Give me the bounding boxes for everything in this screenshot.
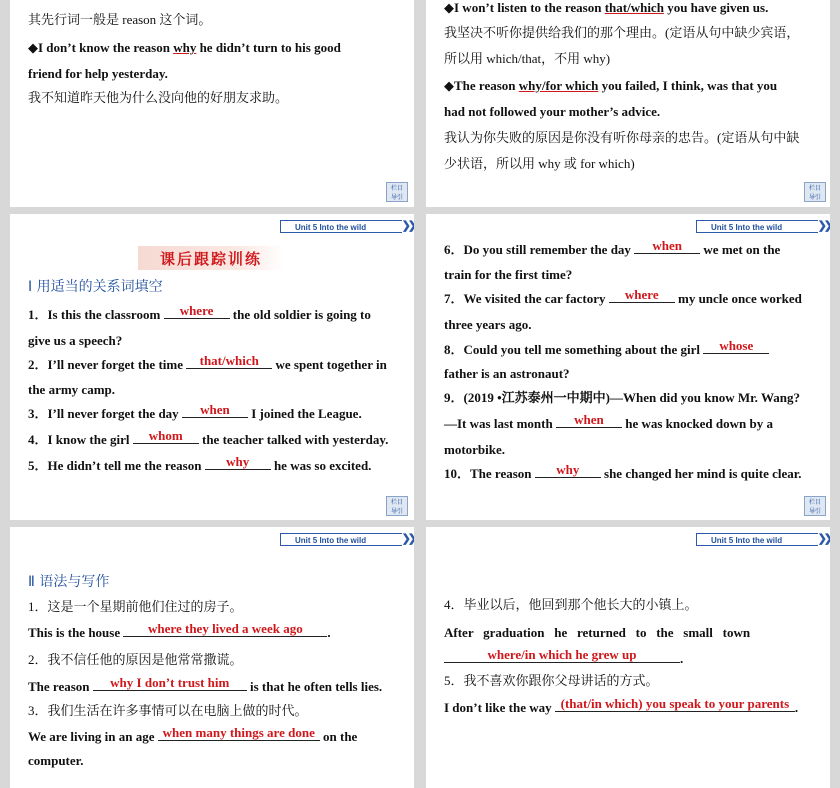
answer-blank: whom — [133, 429, 199, 444]
question-5: 5．He didn’t tell me the reason why he was so excited. — [28, 454, 372, 473]
answer-blank: when many things are done — [158, 726, 320, 741]
nav-guide-button[interactable]: 栏目 导引 — [804, 182, 826, 202]
unit-tag: Unit 5 Into the wild ❯❯ — [280, 533, 402, 546]
s2-line-1: ◆I won’t listen to the reason that/which you have given us. — [444, 0, 769, 15]
slide-2 — [426, 0, 830, 207]
question-4: 4．I know the girl whom the teacher talked with yesterday. — [28, 428, 389, 447]
question-2-cont: the army camp. — [28, 382, 116, 397]
answer-blank: when — [556, 413, 622, 428]
answer-blank: whose — [703, 339, 769, 354]
unit-tag: Unit 5 Into the wild ❯❯ — [280, 220, 402, 233]
answer-blank: when — [634, 239, 700, 254]
nav-guide-button[interactable]: 栏目 导引 — [386, 182, 408, 202]
s2-line-6: 我认为你失败的原因是你没有听你母亲的忠告。(定语从句中缺 — [444, 130, 800, 145]
unit-tag: Unit 5 Into the wild ❯❯ — [696, 220, 818, 233]
question-2: 2．I’ll never forget the time that/which we spent together in — [28, 353, 387, 372]
practice-banner: 课后跟踪训练 — [138, 246, 284, 270]
chevron-right-icon: ❯❯ — [401, 533, 414, 545]
question-7-cont: three years ago. — [444, 317, 532, 332]
q4-chinese: 4．毕业以后，他回到那个他长大的小镇上。 — [444, 597, 698, 612]
q2-answer-line: The reason why I don’t trust him is that he often tells lies. — [28, 675, 383, 694]
s2-line-3: 所以用 which/that，不用 why) — [444, 51, 611, 66]
unit-tag: Unit 5 Into the wild ❯❯ — [696, 533, 818, 546]
s1-line-4: 我不知道昨天他为什么没向他的好朋友求助。 — [28, 90, 289, 105]
answer-blank: why I don’t trust him — [93, 676, 247, 691]
q5-answer-line: I don’t like the way (that/in which) you speak to your parents . — [444, 696, 799, 715]
slide-1 — [10, 0, 414, 207]
q3-chinese: 3．我们生活在许多事情可以在电脑上做的时代。 — [28, 703, 308, 718]
question-8-cont: father is an astronaut? — [444, 366, 570, 381]
question-9-cont: motorbike. — [444, 442, 506, 457]
q3-answer-line: We are living in an age when many things are done on the — [28, 725, 358, 744]
question-1: 1．Is this the classroom where the old soldier is going to — [28, 303, 371, 322]
nav-guide-button[interactable]: 栏目 导引 — [804, 496, 826, 516]
s2-line-5: had not followed your mother’s advice. — [444, 104, 661, 119]
answer-blank: where they lived a week ago — [123, 622, 327, 637]
question-7: 7．We visited the car factory where my uncle once worked — [444, 287, 802, 306]
chevron-right-icon: ❯❯ — [817, 220, 830, 232]
answer-blank: that/which — [186, 354, 272, 369]
answer-blank: (that/in which) you speak to your parents — [555, 697, 795, 712]
question-9: 9．(2019 •江苏泰州一中期中)—When did you know Mr. Wang? — [444, 390, 800, 405]
slide-4 — [426, 214, 830, 520]
answer-blank: why — [205, 455, 271, 470]
question-1-cont: give us a speech? — [28, 333, 123, 348]
q1-chinese: 1．这是一个星期前他们住过的房子。 — [28, 599, 243, 614]
s1-line-3: friend for help yesterday. — [28, 66, 168, 81]
q1-answer-line: This is the house where they lived a week ago . — [28, 621, 331, 640]
chevron-right-icon: ❯❯ — [817, 533, 830, 545]
q2-chinese: 2．我不信任他的原因是他常常撒谎。 — [28, 652, 243, 667]
q3-answer-cont: computer. — [28, 753, 84, 768]
q4-answer-line: After graduation he returned to the small town — [444, 625, 751, 640]
s1-line-2: ◆I don’t know the reason why he didn’t turn to his good — [28, 40, 341, 55]
answer-blank: where/in which he grew up — [444, 648, 680, 663]
s1-line-1: 其先行词一般是 reason 这个词。 — [28, 12, 212, 27]
q5-chinese: 5．我不喜欢你跟你父母讲话的方式。 — [444, 673, 659, 688]
slide-5 — [10, 527, 414, 788]
question-8: 8．Could you tell me something about the girl whose — [444, 342, 769, 358]
question-9-answer: —It was last month when he was knocked down by a — [444, 412, 773, 431]
q4-answer-cont: where/in which he grew up . — [444, 651, 683, 667]
s2-line-7: 少状语，所以用 why 或 for which) — [444, 156, 635, 171]
answer-blank: where — [164, 304, 230, 319]
question-6-cont: train for the first time? — [444, 267, 573, 282]
question-6: 6．Do you still remember the day when we met on the — [444, 238, 781, 257]
answer-blank: why — [535, 463, 601, 478]
s2-line-4: ◆The reason why/for which you failed, I think, was that you — [444, 78, 778, 93]
section-title: Ⅰ 用适当的关系词填空 — [28, 279, 163, 295]
nav-guide-button[interactable]: 栏目 导引 — [386, 496, 408, 516]
answer-blank: where — [609, 288, 675, 303]
slide-6 — [426, 527, 830, 788]
question-3: 3．I’ll never forget the day when I joined the League. — [28, 402, 362, 421]
s2-line-2: 我坚决不听你提供给我们的那个理由。(定语从句中缺少宾语， — [444, 25, 800, 40]
section-title: Ⅱ 语法与写作 — [28, 574, 110, 590]
question-10: 10．The reason why she changed her mind is quite clear. — [444, 462, 802, 481]
answer-blank: when — [182, 403, 248, 418]
chevron-right-icon: ❯❯ — [401, 220, 414, 232]
slide-3 — [10, 214, 414, 520]
